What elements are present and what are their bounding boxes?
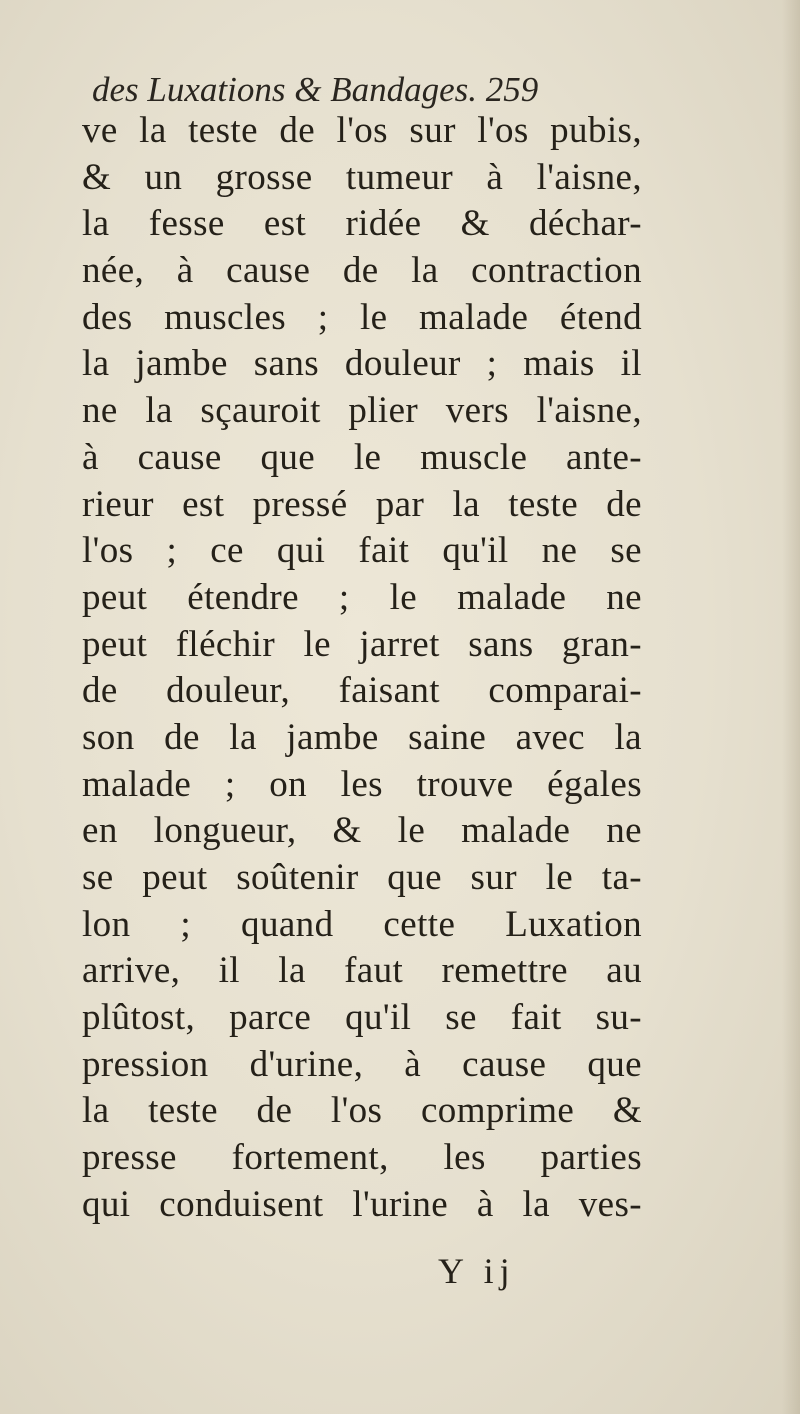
text-line: peut fléchir le jarret sans gran- [82, 623, 642, 665]
text-line: peut étendre ; le malade ne [82, 576, 642, 618]
text-line: son de la jambe saine avec la [82, 716, 642, 758]
text-line: de douleur, faisant comparai- [82, 670, 642, 712]
text-line: ve la teste de l'os sur l'os pubis, [82, 110, 642, 151]
text-line: arrive, il la faut remettre au [82, 950, 642, 992]
text-line: l'os ; ce qui fait qu'il ne se [82, 530, 642, 572]
text-line: à cause que le muscle ante- [82, 436, 642, 478]
body-text [82, 108, 642, 1229]
running-head: des Luxations & Bandages. 259 [92, 70, 539, 109]
signature-mark: Y ij [438, 1251, 516, 1291]
text-line: pression d'urine, à cause que [82, 1043, 642, 1085]
text-line: des muscles ; le malade étend [82, 296, 642, 338]
text-line: qui conduisent l'urine à la ves- [82, 1183, 642, 1225]
text-line: née, à cause de la contraction [82, 250, 642, 292]
text-line: & un grosse tumeur à l'aisne, [82, 156, 642, 198]
text-line: la teste de l'os comprime & [82, 1090, 642, 1132]
text-line: ne la sçauroit plier vers l'aisne, [82, 390, 642, 432]
page-edge-shadow [782, 0, 800, 1414]
text-line: la fesse est ridée & déchar- [82, 203, 642, 245]
text-line: se peut soûtenir que sur le ta- [82, 857, 642, 898]
text-line: en longueur, & le malade ne [82, 810, 642, 852]
text-line: lon ; quand cette Luxation [82, 903, 642, 945]
text-line: plûtost, parce qu'il se fait su- [82, 997, 642, 1039]
text-line: la jambe sans douleur ; mais il [82, 343, 642, 385]
text-line: malade ; on les trouve égales [82, 763, 642, 805]
text-line: rieur est pressé par la teste de [82, 483, 642, 525]
text-line: presse fortement, les parties [82, 1137, 642, 1179]
